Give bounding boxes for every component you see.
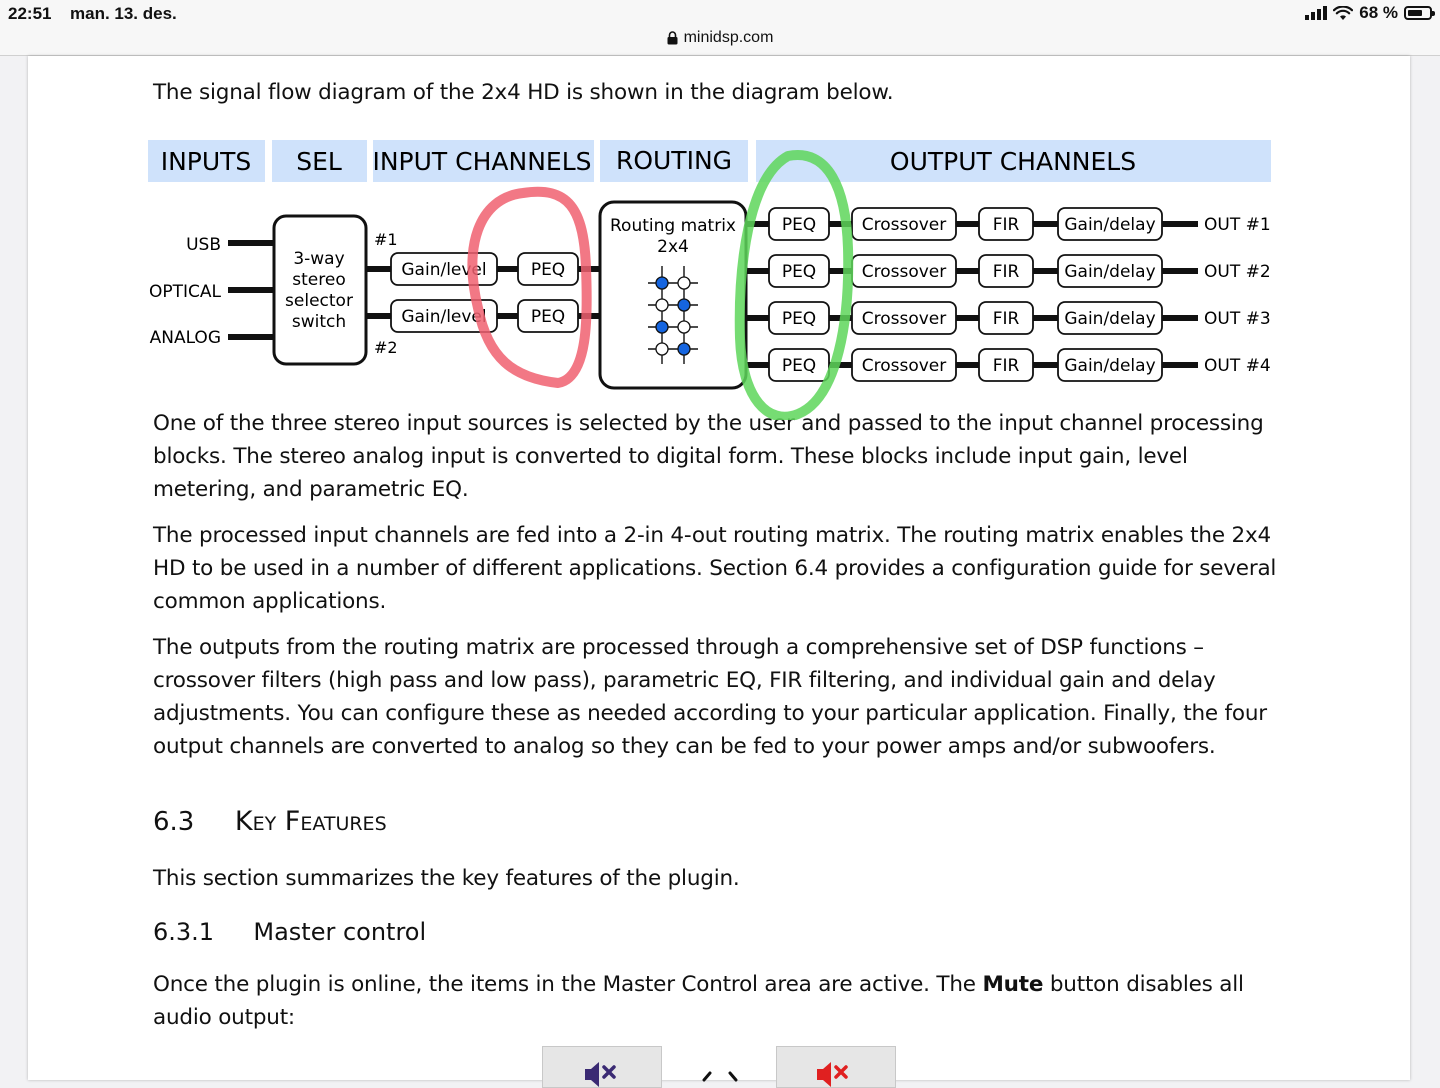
routing-matrix-paragraph: The processed input channels are fed into a 2-in 4-out routing matrix. The routing matrix enables the 2x4 HD to be used in a number of different applications. Section 6.4 provides a configuration guide for several common applications. xyxy=(153,523,1277,614)
battery-percent: 68 % xyxy=(1359,3,1398,22)
output-crossover-label-3: Crossover xyxy=(861,309,947,329)
selector-line-2: stereo xyxy=(292,270,346,290)
output-peq-label-1: PEQ xyxy=(781,215,817,235)
selector-line-4: switch xyxy=(291,312,347,332)
matrix-node xyxy=(678,321,690,333)
matrix-node xyxy=(656,321,668,333)
output-fir-label-1: FIR xyxy=(992,215,1020,235)
status-bar xyxy=(0,0,1440,28)
output-crossover-label-2: Crossover xyxy=(861,262,947,282)
url-display[interactable] xyxy=(667,29,774,47)
output-peq-label-4: PEQ xyxy=(781,356,817,376)
lock-icon xyxy=(667,31,678,45)
output-gain-delay-label-3: Gain/delay xyxy=(1064,309,1156,329)
url-text: minidsp.com xyxy=(683,29,774,46)
cellular-signal-icon xyxy=(1305,6,1327,20)
output-label-2: OUT #2 xyxy=(1204,262,1271,282)
address-bar[interactable] xyxy=(0,28,1440,56)
section-heading xyxy=(153,806,387,837)
dsp-outputs-paragraph: The outputs from the routing matrix are processed through a comprehensive set of DSP functions – crossover filters (high pass and low pass), parametric EQ, FIR filtering, and individual gain and delay adjustments. You can configure these as needed according to your particular application. Finally, the four output channels are converted to analog so they can be fed to your power amps and/or subwoofers. xyxy=(153,635,1267,759)
header-input-channels: INPUT CHANNELS xyxy=(372,147,592,176)
matrix-node xyxy=(678,299,690,311)
wifi-icon xyxy=(1333,6,1353,21)
header-output-channels: OUTPUT CHANNELS xyxy=(889,147,1137,176)
matrix-node xyxy=(656,299,668,311)
input-gain-level-label-2: Gain/level xyxy=(401,307,487,327)
status-indicators xyxy=(1305,3,1432,23)
status-time: 22:51 xyxy=(8,4,52,23)
output-label-4: OUT #4 xyxy=(1204,356,1271,376)
selector-line-1: 3-way xyxy=(293,249,345,269)
output-crossover-label-4: Crossover xyxy=(861,356,947,376)
section-title: Key Features xyxy=(234,806,387,837)
battery-icon xyxy=(1404,6,1432,20)
output-fir-label-4: FIR xyxy=(992,356,1020,376)
output-gain-delay-label-1: Gain/delay xyxy=(1064,215,1156,235)
output-fir-label-2: FIR xyxy=(992,262,1020,282)
input-label-analog: ANALOG xyxy=(149,328,221,348)
subsection-title: Master control xyxy=(253,918,427,946)
matrix-node xyxy=(678,343,690,355)
mute-button-on[interactable] xyxy=(776,1046,896,1088)
red-annotation-circle xyxy=(472,192,586,383)
selector-switch-block xyxy=(274,216,366,364)
status-date: man. 13. des. xyxy=(70,4,177,23)
intro-paragraph: The signal flow diagram of the 2x4 HD is shown in the diagram below. xyxy=(153,80,894,105)
output-gain-delay-label-2: Gain/delay xyxy=(1064,262,1156,282)
matrix-node xyxy=(656,343,668,355)
input-gain-level-label-1: Gain/level xyxy=(401,260,487,280)
signal-flow-diagram xyxy=(148,138,1273,420)
subsection-number: 6.3.1 xyxy=(153,918,215,946)
input-sources-paragraph: One of the three stereo input sources is selected by the user and passed to the input channel processing blocks. The stereo analog input is converted to digital form. These blocks include input gain, level metering, and parametric EQ. xyxy=(153,411,1264,502)
output-peq-label-2: PEQ xyxy=(781,262,817,282)
output-fir-label-3: FIR xyxy=(992,309,1020,329)
input-peq-label-2: PEQ xyxy=(530,307,566,327)
output-peq-label-3: PEQ xyxy=(781,309,817,329)
mute-keyword: Mute xyxy=(982,972,1044,997)
matrix-node xyxy=(678,277,690,289)
channel-label-1: #1 xyxy=(374,230,398,249)
output-crossover-label-1: Crossover xyxy=(861,215,947,235)
output-label-3: OUT #3 xyxy=(1204,309,1271,329)
input-peq-label-1: PEQ xyxy=(530,260,566,280)
routing-matrix-label: Routing matrix xyxy=(610,216,736,236)
header-routing: ROUTING xyxy=(615,146,733,175)
channel-label-2: #2 xyxy=(374,338,398,357)
selector-line-3: selector xyxy=(285,291,353,311)
subsection-heading xyxy=(153,918,426,946)
header-sel: SEL xyxy=(296,147,342,176)
output-gain-delay-label-4: Gain/delay xyxy=(1064,356,1156,376)
master-control-text-end: button disables all audio output: xyxy=(153,972,1244,1030)
speaker-muted-red-icon xyxy=(777,1047,895,1087)
input-label-usb: USB xyxy=(186,235,221,255)
section-number: 6.3 xyxy=(153,807,195,837)
speaker-mute-icon xyxy=(543,1047,661,1087)
input-label-optical: OPTICAL xyxy=(148,282,221,302)
matrix-node xyxy=(656,277,668,289)
mute-button-off[interactable] xyxy=(542,1046,662,1088)
master-control-text: Once the plugin is online, the items in the Master Control area are active. The xyxy=(153,972,983,997)
toggle-arrows-icon xyxy=(700,1070,740,1082)
routing-matrix-size: 2x4 xyxy=(657,237,689,257)
output-label-1: OUT #1 xyxy=(1204,215,1271,235)
master-control-paragraph xyxy=(153,968,1293,1034)
section-intro: This section summarizes the key features of the plugin. xyxy=(153,866,740,891)
header-inputs: INPUTS xyxy=(160,147,252,176)
